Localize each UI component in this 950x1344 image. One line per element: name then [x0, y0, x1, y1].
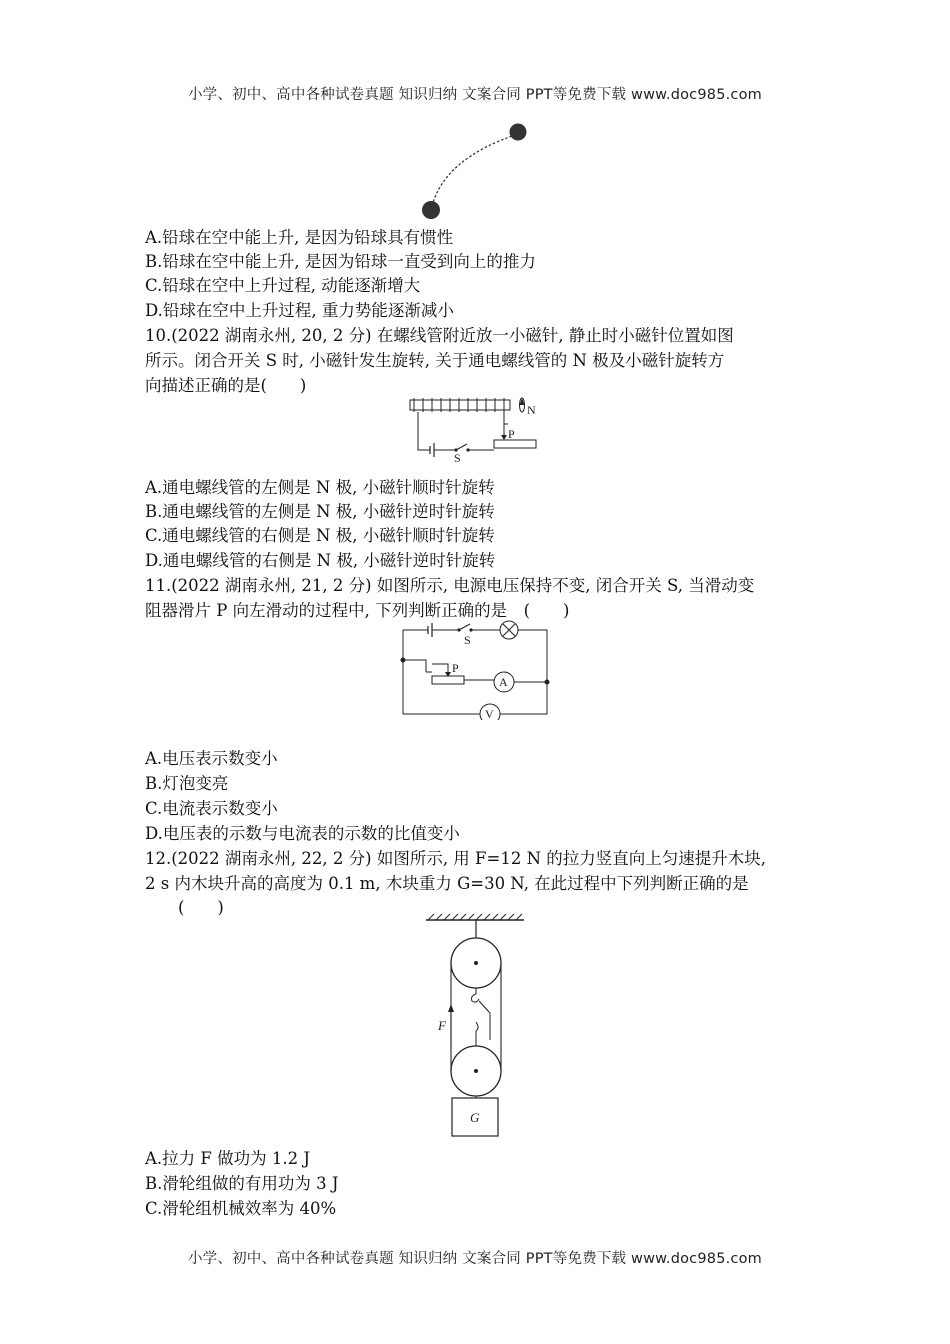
shot-put-ball-start: [422, 201, 440, 219]
switch-label: S: [464, 633, 471, 647]
switch-s: [456, 444, 467, 450]
battery-symbol: [428, 623, 432, 637]
q10-stem-line-3: 向描述正确的是( ): [145, 376, 307, 395]
solenoid-circuit-figure: [400, 394, 550, 466]
q11-option-d: D.电压表的示数与电流表的示数的比值变小: [145, 824, 460, 843]
q9-option-d: D.铅球在空中上升过程, 重力势能逐渐减小: [145, 301, 454, 320]
q11-stem-line-2: 阻器滑片 P 向左滑动的过程中, 下列判断正确的是 ( ): [145, 601, 570, 620]
q9-option-b: B.铅球在空中能上升, 是因为铅球一直受到向上的推力: [145, 252, 536, 271]
slider-label: P: [452, 661, 459, 675]
lamp-circuit-figure: [396, 620, 556, 720]
shot-put-trajectory-figure: [410, 118, 540, 226]
ammeter-label: A: [499, 675, 508, 689]
q11-stem-line-1: 11.(2022 湖南永州, 21, 2 分) 如图所示, 电源电压保持不变, 闭合开关 S, 当滑动变: [145, 576, 755, 595]
switch-s: [459, 624, 470, 630]
page-footer: 小学、初中、高中各种试卷真题 知识归纳 文案合同 PPT等免费下载 www.doc985.com: [187, 1251, 763, 1267]
q11-option-b: B.灯泡变亮: [145, 774, 229, 793]
q12-option-a: A.拉力 F 做功为 1.2 J: [145, 1149, 310, 1168]
q10-option-d: D.通电螺线管的右侧是 N 极, 小磁针逆时针旋转: [145, 551, 496, 570]
q12-stem-line-2: 2 s 内木块升高的高度为 0.1 m, 木块重力 G=30 N, 在此过程中下列判断正确的是: [145, 874, 749, 893]
q10-stem-line-1: 10.(2022 湖南永州, 20, 2 分) 在螺线管附近放一小磁针, 静止时小磁针位置如图: [145, 326, 734, 345]
ceiling-hatch: [428, 914, 522, 920]
q12-stem-line-3: ( ): [145, 898, 224, 917]
weight-label: G: [470, 1110, 480, 1125]
north-pole-label: N: [527, 403, 536, 417]
q12-option-b: B.滑轮组做的有用功为 3 J: [145, 1174, 339, 1193]
pulley-system-figure: [420, 912, 532, 1140]
force-label: F: [438, 1018, 446, 1033]
battery-symbol: [430, 443, 434, 457]
q10-option-c: C.通电螺线管的右侧是 N 极, 小磁针顺时针旋转: [145, 526, 495, 545]
q10-option-a: A.通电螺线管的左侧是 N 极, 小磁针顺时针旋转: [145, 478, 495, 497]
q10-stem-line-2: 所示。闭合开关 S 时, 小磁针发生旋转, 关于通电螺线管的 N 极及小磁针旋转方: [145, 351, 725, 370]
rheostat: [432, 676, 464, 684]
trajectory-path: [432, 134, 518, 206]
q12-stem-line-1: 12.(2022 湖南永州, 22, 2 分) 如图所示, 用 F=12 N 的拉力竖直向上匀速提升木块,: [145, 849, 766, 868]
q11-option-c: C.电流表示数变小: [145, 799, 278, 818]
shot-put-ball-top: [510, 124, 527, 141]
q11-option-a: A.电压表示数变小: [145, 749, 278, 768]
q10-option-b: B.通电螺线管的左侧是 N 极, 小磁针逆时针旋转: [145, 502, 495, 521]
q12-option-c: C.滑轮组机械效率为 40%: [145, 1199, 337, 1218]
q9-option-c: C.铅球在空中上升过程, 动能逐渐增大: [145, 276, 421, 295]
voltmeter-label: V: [485, 707, 494, 720]
page-header: 小学、初中、高中各种试卷真题 知识归纳 文案合同 PPT等免费下载 www.doc985.com: [187, 87, 763, 103]
q9-option-a: A.铅球在空中能上升, 是因为铅球具有惯性: [145, 228, 454, 247]
switch-label: S: [454, 451, 461, 465]
rheostat: [494, 440, 536, 448]
slider-label: P: [508, 427, 515, 441]
